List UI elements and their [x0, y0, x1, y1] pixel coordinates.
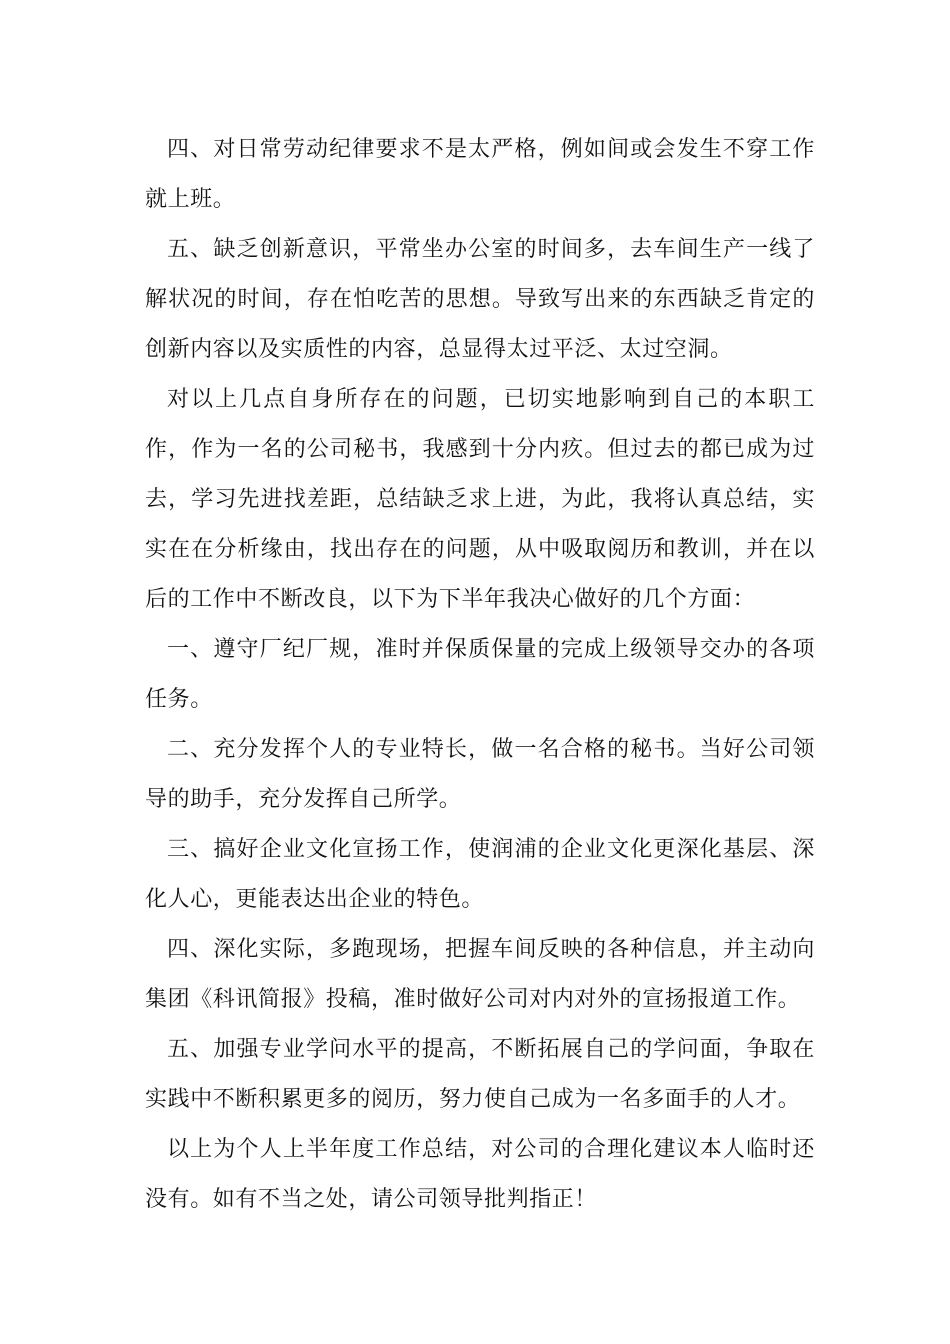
paragraph-item: 五、加强专业学问水平的提高，不断拓展自己的学问面，争取在实践中不断积累更多的阅历，努力使自己成为一名多面手的人才。 — [145, 1037, 815, 1112]
paragraph-item: 对以上几点自身所存在的问题，已切实地影响到自己的本职工作，作为一名的公司秘书，我感到十分内疚。但过去的都已成为过去，学习先进找差距，总结缺乏求上进，为此，我将认真总结，实实在在分析缘由，找出存在的问题，从中吸取阅历和教训，并在以后的工作中不断改良，以下为下半年我决心做好的几个方面： — [145, 387, 815, 612]
paragraph-item: 五、缺乏创新意识，平常坐办公室的时间多，去车间生产一线了解状况的时间，存在怕吃苦的思想。导致写出来的东西缺乏肯定的创新内容以及实质性的内容，总显得太过平泛、太过空洞。 — [145, 237, 815, 362]
paragraph-item: 四、对日常劳动纪律要求不是太严格，例如间或会发生不穿工作就上班。 — [145, 137, 815, 212]
paragraph-item: 一、遵守厂纪厂规，准时并保质保量的完成上级领导交办的各项任务。 — [145, 637, 815, 712]
paragraph-item: 以上为个人上半年度工作总结，对公司的合理化建议本人临时还没有。如有不当之处，请公司领导批判指正！ — [145, 1137, 815, 1212]
paragraph-item: 二、充分发挥个人的专业特长，做一名合格的秘书。当好公司领导的助手，充分发挥自己所学。 — [145, 737, 815, 812]
paragraph-item: 四、深化实际，多跑现场，把握车间反映的各种信息，并主动向集团《科讯简报》投稿，准时做好公司对内对外的宣扬报道工作。 — [145, 937, 815, 1012]
paragraph-item: 三、搞好企业文化宣扬工作，使润浦的企业文化更深化基层、深化人心，更能表达出企业的特色。 — [145, 837, 815, 912]
document-body — [145, 125, 815, 1225]
